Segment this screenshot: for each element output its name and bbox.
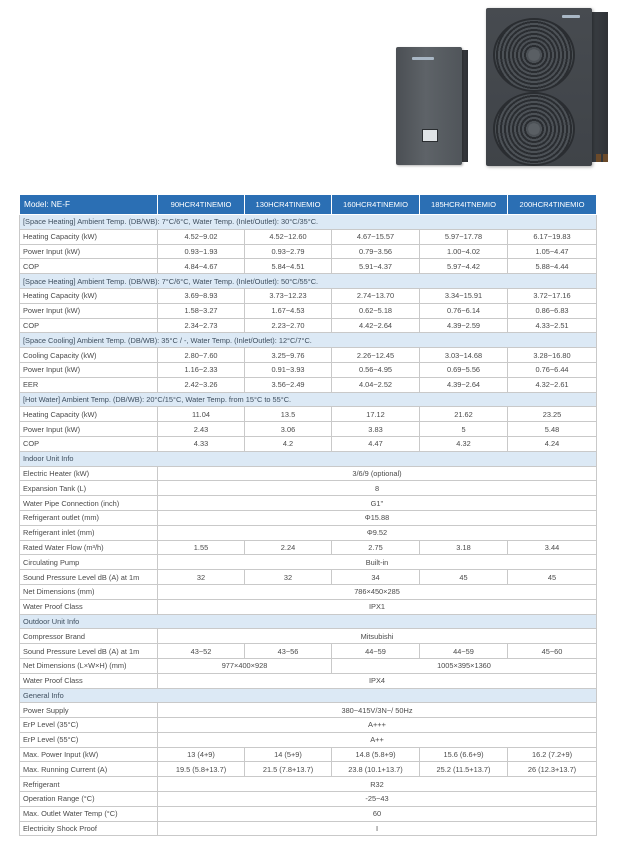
value-cell: 21.5 (7.8+13.7) — [245, 762, 332, 777]
value-cell: 2.43 — [158, 422, 245, 437]
table-row — [20, 525, 597, 540]
value-cell: 4.2 — [245, 436, 332, 451]
spec-table — [19, 194, 597, 836]
column-header: 130HCR4TINEMIO — [245, 195, 332, 215]
value-cell: 1.67~4.53 — [245, 303, 332, 318]
value-cell: 0.62~5.18 — [332, 303, 420, 318]
row-label: Operation Range (°C) — [20, 792, 158, 807]
value-cell: 5.97~4.42 — [420, 259, 508, 274]
section-title: [Space Heating] Ambient Temp. (DB/WB): 7°C/6°C, Water Temp. (Inlet/Outlet): 30°C/35°C. — [20, 215, 597, 230]
value-cell: 3.06 — [245, 422, 332, 437]
value-cell: 3.69~8.93 — [158, 288, 245, 303]
table-row — [20, 422, 597, 437]
section-row — [20, 215, 597, 230]
value-cell: 3.25~9.76 — [245, 348, 332, 363]
table-row — [20, 599, 597, 614]
table-row — [20, 644, 597, 659]
value-cell: 8 — [158, 481, 597, 496]
row-label: Net Dimensions (L×W×H) (mm) — [20, 658, 158, 673]
control-panel — [422, 129, 438, 142]
section-row — [20, 392, 597, 407]
header-row — [20, 195, 597, 215]
value-cell: 0.93~2.79 — [245, 244, 332, 259]
value-cell: 3.72~17.16 — [508, 288, 597, 303]
value-cell: 1.55 — [158, 540, 245, 555]
value-cell: 23.25 — [508, 407, 597, 422]
column-header: 185HCR4ITNEMIO — [420, 195, 508, 215]
value-cell: 4.84~4.67 — [158, 259, 245, 274]
value-cell: 3.34~15.91 — [420, 288, 508, 303]
section-title: [Space Cooling] Ambient Temp. (DB/WB): 35°C / -, Water Temp. (Inlet/Outlet): 12°C/7°C. — [20, 333, 597, 348]
value-cell: 4.52~12.60 — [245, 229, 332, 244]
outdoor-unit-image — [486, 8, 592, 166]
section-title: Outdoor Unit Info — [20, 614, 597, 629]
row-label: Heating Capacity (kW) — [20, 288, 158, 303]
table-row — [20, 584, 597, 599]
section-title: [Hot Water] Ambient Temp. (DB/WB): 20°C/15°C, Water Temp. from 15°C to 55°C. — [20, 392, 597, 407]
row-label: Water Proof Class — [20, 599, 158, 614]
row-label: Rated Water Flow (m³/h) — [20, 540, 158, 555]
row-label: Compressor Brand — [20, 629, 158, 644]
value-cell: 44~59 — [332, 644, 420, 659]
value-cell: 14.8 (5.8+9) — [332, 747, 420, 762]
value-cell: 4.32~2.61 — [508, 377, 597, 392]
value-cell: 1.16~2.33 — [158, 362, 245, 377]
value-cell: 3.28~16.80 — [508, 348, 597, 363]
value-cell: 4.47 — [332, 436, 420, 451]
table-row — [20, 244, 597, 259]
row-label: Heating Capacity (kW) — [20, 407, 158, 422]
row-label: Refrigerant — [20, 777, 158, 792]
value-cell: 25.2 (11.5+13.7) — [420, 762, 508, 777]
table-row — [20, 510, 597, 525]
value-cell: G1'' — [158, 496, 597, 511]
row-label: ErP Level (55°C) — [20, 732, 158, 747]
value-cell: R32 — [158, 777, 597, 792]
value-cell: 5.48 — [508, 422, 597, 437]
value-cell: 15.6 (6.6+9) — [420, 747, 508, 762]
value-cell: 45~60 — [508, 644, 597, 659]
row-label: Power Supply — [20, 703, 158, 718]
row-label: Water Proof Class — [20, 673, 158, 688]
value-cell: 2.80~7.60 — [158, 348, 245, 363]
table-row — [20, 466, 597, 481]
value-cell: A+++ — [158, 718, 597, 733]
value-cell: 3/6/9 (optional) — [158, 466, 597, 481]
section-title: [Space Heating] Ambient Temp. (DB/WB): 7°C/6°C, Water Temp. (Inlet/Outlet): 50°C/55°C. — [20, 274, 597, 289]
value-cell: 5.84~4.51 — [245, 259, 332, 274]
row-label: Max. Outlet Water Temp (°C) — [20, 806, 158, 821]
value-cell: 2.42~3.26 — [158, 377, 245, 392]
value-cell: 11.04 — [158, 407, 245, 422]
value-cell: 4.33 — [158, 436, 245, 451]
value-cell: 4.24 — [508, 436, 597, 451]
value-cell: 3.18 — [420, 540, 508, 555]
value-cell: -25~43 — [158, 792, 597, 807]
row-label: Power Input (kW) — [20, 303, 158, 318]
table-row — [20, 318, 597, 333]
value-cell: 1.00~4.02 — [420, 244, 508, 259]
row-label: COP — [20, 436, 158, 451]
value-cell: 3.83 — [332, 422, 420, 437]
table-row — [20, 673, 597, 688]
row-label: Sound Pressure Level dB (A) at 1m — [20, 644, 158, 659]
value-cell: 13.5 — [245, 407, 332, 422]
value-cell: 6.17~19.83 — [508, 229, 597, 244]
value-cell: 0.91~3.93 — [245, 362, 332, 377]
section-row — [20, 688, 597, 703]
value-cell: 21.62 — [420, 407, 508, 422]
value-cell: 0.69~5.56 — [420, 362, 508, 377]
value-cell: 0.76~6.14 — [420, 303, 508, 318]
row-label: ErP Level (35°C) — [20, 718, 158, 733]
value-cell: Φ15.88 — [158, 510, 597, 525]
value-cell: IPX4 — [158, 673, 597, 688]
section-row — [20, 451, 597, 466]
table-row — [20, 348, 597, 363]
row-label: Electric Heater (kW) — [20, 466, 158, 481]
value-cell: 1.05~4.47 — [508, 244, 597, 259]
row-label: Refrigerant inlet (mm) — [20, 525, 158, 540]
table-row — [20, 718, 597, 733]
value-cell: 0.79~3.56 — [332, 244, 420, 259]
value-cell: 26 (12.3+13.7) — [508, 762, 597, 777]
table-row — [20, 496, 597, 511]
outdoor-unit-side — [592, 12, 608, 162]
value-cell: Φ9.52 — [158, 525, 597, 540]
value-cell: 2.23~2.70 — [245, 318, 332, 333]
row-label: Electricity Shock Proof — [20, 821, 158, 836]
table-row — [20, 792, 597, 807]
table-row — [20, 303, 597, 318]
column-header: 160HCR4TINEMIO — [332, 195, 420, 215]
table-row — [20, 481, 597, 496]
value-cell: 0.93~1.93 — [158, 244, 245, 259]
brand-logo — [562, 15, 580, 18]
value-cell: 32 — [158, 570, 245, 585]
brand-logo — [412, 57, 434, 60]
table-row — [20, 629, 597, 644]
fan-icon — [493, 92, 575, 166]
row-label: Max. Power Input (kW) — [20, 747, 158, 762]
indoor-unit-image — [396, 47, 462, 165]
column-header: 90HCR4TINEMIO — [158, 195, 245, 215]
table-row — [20, 762, 597, 777]
table-row — [20, 540, 597, 555]
table-row — [20, 821, 597, 836]
value-cell: 4.32 — [420, 436, 508, 451]
value-cell: 19.5 (5.8+13.7) — [158, 762, 245, 777]
value-cell: 14 (5+9) — [245, 747, 332, 762]
row-label: Circulating Pump — [20, 555, 158, 570]
value-cell: 2.74~13.70 — [332, 288, 420, 303]
row-label: Net Dimensions (mm) — [20, 584, 158, 599]
table-row — [20, 555, 597, 570]
table-row — [20, 407, 597, 422]
value-cell: 2.26~12.45 — [332, 348, 420, 363]
value-cell: 13 (4+9) — [158, 747, 245, 762]
indoor-unit-side — [462, 50, 468, 162]
pipe-connector — [596, 154, 601, 162]
row-label: Max. Running Current (A) — [20, 762, 158, 777]
table-row — [20, 362, 597, 377]
section-row — [20, 333, 597, 348]
column-header: 200HCR4TINEMIO — [508, 195, 597, 215]
table-row — [20, 703, 597, 718]
table-row — [20, 777, 597, 792]
table-row — [20, 806, 597, 821]
value-cell: IPX1 — [158, 599, 597, 614]
row-label: COP — [20, 318, 158, 333]
value-cell: 0.86~6.83 — [508, 303, 597, 318]
value-cell: 5.97~17.78 — [420, 229, 508, 244]
value-cell: 32 — [245, 570, 332, 585]
value-cell: 2.75 — [332, 540, 420, 555]
table-row — [20, 747, 597, 762]
value-cell: 0.56~4.95 — [332, 362, 420, 377]
value-cell: 786×450×285 — [158, 584, 597, 599]
row-label: Power Input (kW) — [20, 422, 158, 437]
section-title: General Info — [20, 688, 597, 703]
row-label: Water Pipe Connection (inch) — [20, 496, 158, 511]
value-cell: 4.39~2.64 — [420, 377, 508, 392]
value-cell: 43~52 — [158, 644, 245, 659]
value-cell: 5.88~4.44 — [508, 259, 597, 274]
fan-icon — [493, 18, 575, 92]
value-cell: 1.58~3.27 — [158, 303, 245, 318]
model-header: Model: NE-F — [20, 195, 158, 215]
table-row — [20, 732, 597, 747]
row-label: Refrigerant outlet (mm) — [20, 510, 158, 525]
value-cell: 3.56~2.49 — [245, 377, 332, 392]
value-cell: 23.8 (10.1+13.7) — [332, 762, 420, 777]
value-cell: 3.73~12.23 — [245, 288, 332, 303]
value-cell: 5.91~4.37 — [332, 259, 420, 274]
value-cell: 1005×395×1360 — [332, 658, 597, 673]
value-cell: 4.67~15.57 — [332, 229, 420, 244]
value-cell: 977×400×928 — [158, 658, 332, 673]
value-cell: 16.2 (7.2+9) — [508, 747, 597, 762]
value-cell: 4.04~2.52 — [332, 377, 420, 392]
row-label: Cooling Capacity (kW) — [20, 348, 158, 363]
value-cell: 380~415V/3N~/ 50Hz — [158, 703, 597, 718]
value-cell: 4.39~2.59 — [420, 318, 508, 333]
section-row — [20, 614, 597, 629]
value-cell: 17.12 — [332, 407, 420, 422]
pipe-connector — [603, 154, 608, 162]
row-label: Sound Pressure Level dB (A) at 1m — [20, 570, 158, 585]
value-cell: 4.42~2.64 — [332, 318, 420, 333]
value-cell: 5 — [420, 422, 508, 437]
value-cell: Built-in — [158, 555, 597, 570]
value-cell: 4.52~9.02 — [158, 229, 245, 244]
section-row — [20, 274, 597, 289]
table-row — [20, 259, 597, 274]
table-row — [20, 288, 597, 303]
row-label: Power Input (kW) — [20, 244, 158, 259]
table-row — [20, 658, 597, 673]
value-cell: 3.03~14.68 — [420, 348, 508, 363]
value-cell: A++ — [158, 732, 597, 747]
value-cell: 4.33~2.51 — [508, 318, 597, 333]
value-cell: 45 — [420, 570, 508, 585]
table-row — [20, 436, 597, 451]
row-label: Power Input (kW) — [20, 362, 158, 377]
value-cell: 45 — [508, 570, 597, 585]
value-cell: Mitsubishi — [158, 629, 597, 644]
value-cell: I — [158, 821, 597, 836]
value-cell: 2.34~2.73 — [158, 318, 245, 333]
section-title: Indoor Unit Info — [20, 451, 597, 466]
value-cell: 44~59 — [420, 644, 508, 659]
row-label: Expansion Tank (L) — [20, 481, 158, 496]
row-label: Heating Capacity (kW) — [20, 229, 158, 244]
value-cell: 43~56 — [245, 644, 332, 659]
value-cell: 3.44 — [508, 540, 597, 555]
table-row — [20, 377, 597, 392]
row-label: EER — [20, 377, 158, 392]
row-label: COP — [20, 259, 158, 274]
value-cell: 2.24 — [245, 540, 332, 555]
spec-body — [20, 215, 597, 836]
value-cell: 34 — [332, 570, 420, 585]
value-cell: 60 — [158, 806, 597, 821]
value-cell: 0.76~6.44 — [508, 362, 597, 377]
table-row — [20, 229, 597, 244]
table-row — [20, 570, 597, 585]
